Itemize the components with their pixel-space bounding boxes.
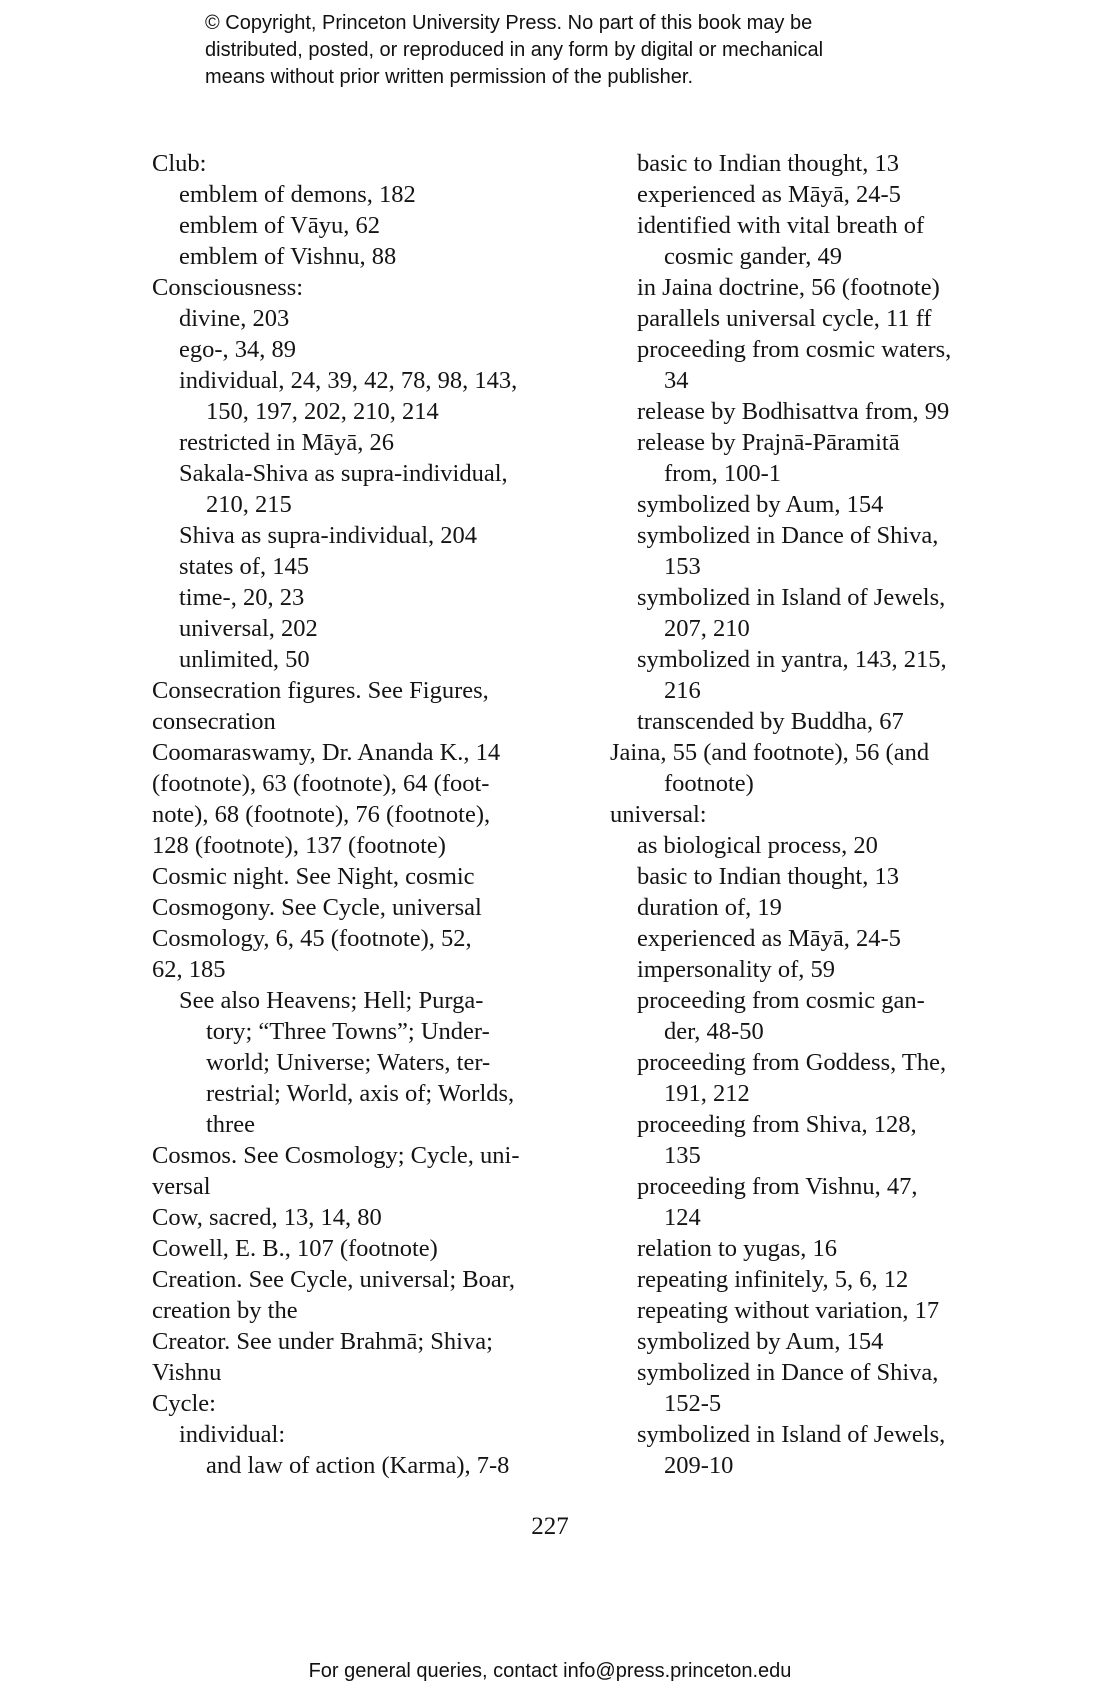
index-column-right [610, 148, 1030, 1481]
index-entry: Cosmic night. See Night, cosmic [152, 863, 475, 890]
index-entry: as biological process, 20 [637, 832, 878, 859]
index-entry: Jaina, 55 (and footnote), 56 (and [610, 739, 930, 766]
index-entry: duration of, 19 [637, 894, 782, 921]
index-entry: Cosmology, 6, 45 (footnote), 52, [152, 925, 472, 952]
index-entry: Consciousness: [152, 274, 304, 301]
copyright-notice [205, 10, 925, 91]
index-entry: from, 100-1 [664, 460, 782, 487]
index-entry: symbolized in Island of Jewels, [637, 584, 946, 611]
index-entry: symbolized by Aum, 154 [637, 491, 884, 518]
index-entry: in Jaina doctrine, 56 (footnote) [637, 274, 940, 301]
index-entry: 150, 197, 202, 210, 214 [206, 398, 439, 425]
index-entry: creation by the [152, 1297, 298, 1324]
index-entry: Shiva as supra-individual, 204 [179, 522, 478, 549]
index-entry: restricted in Māyā, 26 [179, 429, 394, 456]
index-entry: time-, 20, 23 [179, 584, 305, 611]
index-entry: basic to Indian thought, 13 [637, 150, 899, 177]
index-entry: Club: [152, 150, 207, 177]
index-entry: Creator. See under Brahmā; Shiva; [152, 1328, 493, 1355]
index-entry: world; Universe; Waters, ter- [206, 1049, 491, 1076]
index-entry: 209-10 [664, 1452, 734, 1479]
index-entry: 191, 212 [664, 1080, 750, 1107]
index-entry: 128 (footnote), 137 (footnote) [152, 832, 446, 859]
copyright-line: means without prior written permission of the publisher. [205, 66, 694, 88]
index-entry: repeating infinitely, 5, 6, 12 [637, 1266, 909, 1293]
index-entry: Sakala-Shiva as supra-individual, [179, 460, 508, 487]
index-entry: 207, 210 [664, 615, 750, 642]
index-entry: symbolized in Dance of Shiva, [637, 1359, 939, 1386]
index-entry: transcended by Buddha, 67 [637, 708, 904, 735]
index-entry: repeating without variation, 17 [637, 1297, 940, 1324]
index-entry: 34 [664, 367, 689, 394]
index-entry: universal: [610, 801, 707, 828]
index-entry: See also Heavens; Hell; Purga- [179, 987, 484, 1014]
index-entry: Cowell, E. B., 107 (footnote) [152, 1235, 438, 1262]
index-column-left [152, 148, 572, 1481]
index-entry: tory; “Three Towns”; Under- [206, 1018, 490, 1045]
index-entry: divine, 203 [179, 305, 290, 332]
index-entry: three [206, 1111, 255, 1138]
index-entry: 152-5 [664, 1390, 722, 1417]
index-entry: Coomaraswamy, Dr. Ananda K., 14 [152, 739, 501, 766]
index-entry: release by Prajnā-Pāramitā [637, 429, 900, 456]
footer-contact: For general queries, contact info@press.princeton.edu [308, 1660, 792, 1682]
index-entry: release by Bodhisattva from, 99 [637, 398, 950, 425]
index-entry: Cosmos. See Cosmology; Cycle, uni- [152, 1142, 520, 1169]
index-entry: relation to yugas, 16 [637, 1235, 838, 1262]
index-entry: ego-, 34, 89 [179, 336, 297, 363]
index-entry: 210, 215 [206, 491, 292, 518]
index-entry: impersonality of, 59 [637, 956, 836, 983]
index-entry: emblem of Vishnu, 88 [179, 243, 397, 270]
index-entry: states of, 145 [179, 553, 309, 580]
index-entry: emblem of Vāyu, 62 [179, 212, 380, 239]
index-entry: and law of action (Karma), 7-8 [206, 1452, 510, 1479]
index-entry: experienced as Māyā, 24-5 [637, 181, 901, 208]
index-entry: Cosmogony. See Cycle, universal [152, 894, 482, 921]
copyright-line: © Copyright, Princeton University Press. No part of this book may be [205, 12, 813, 34]
index-entry: parallels universal cycle, 11 ff [637, 305, 932, 332]
index-entry: 216 [664, 677, 701, 704]
index-entry: proceeding from cosmic waters, [637, 336, 952, 363]
index-entry: 135 [664, 1142, 701, 1169]
index-entry: (footnote), 63 (footnote), 64 (foot- [152, 770, 490, 797]
index-entry: consecration [152, 708, 276, 735]
index-entry: proceeding from Vishnu, 47, [637, 1173, 918, 1200]
index-entry: symbolized in Dance of Shiva, [637, 522, 939, 549]
index-entry: Vishnu [152, 1359, 222, 1386]
index-entry: 62, 185 [152, 956, 226, 983]
index-entry: individual, 24, 39, 42, 78, 98, 143, [179, 367, 518, 394]
index-entry: universal, 202 [179, 615, 318, 642]
index-entry: basic to Indian thought, 13 [637, 863, 899, 890]
index-entry: symbolized by Aum, 154 [637, 1328, 884, 1355]
index-entry: proceeding from Shiva, 128, [637, 1111, 917, 1138]
index-entry: individual: [179, 1421, 286, 1448]
index-entry: footnote) [664, 770, 754, 797]
index-entry: experienced as Māyā, 24-5 [637, 925, 901, 952]
index-entry: cosmic gander, 49 [664, 243, 842, 270]
index-entry: proceeding from Goddess, The, [637, 1049, 947, 1076]
index-entry: 153 [664, 553, 701, 580]
page-number: 227 [531, 1513, 569, 1540]
copyright-line: distributed, posted, or reproduced in any form by digital or mechanical [205, 39, 824, 61]
index-entry: identified with vital breath of [637, 212, 925, 239]
index-entry: 124 [664, 1204, 701, 1231]
index-entry: Cow, sacred, 13, 14, 80 [152, 1204, 382, 1231]
index-entry: proceeding from cosmic gan- [637, 987, 925, 1014]
index-entry: Consecration figures. See Figures, [152, 677, 489, 704]
index-entry: Cycle: [152, 1390, 216, 1417]
index-entry: restrial; World, axis of; Worlds, [206, 1080, 515, 1107]
index-entry: symbolized in yantra, 143, 215, [637, 646, 947, 673]
index-entry: emblem of demons, 182 [179, 181, 416, 208]
index-entry: Creation. See Cycle, universal; Boar, [152, 1266, 516, 1293]
index-entry: symbolized in Island of Jewels, [637, 1421, 946, 1448]
index-entry: der, 48-50 [664, 1018, 764, 1045]
index-entry: note), 68 (footnote), 76 (footnote), [152, 801, 491, 828]
index-entry: unlimited, 50 [179, 646, 310, 673]
index-entry: versal [152, 1173, 211, 1200]
